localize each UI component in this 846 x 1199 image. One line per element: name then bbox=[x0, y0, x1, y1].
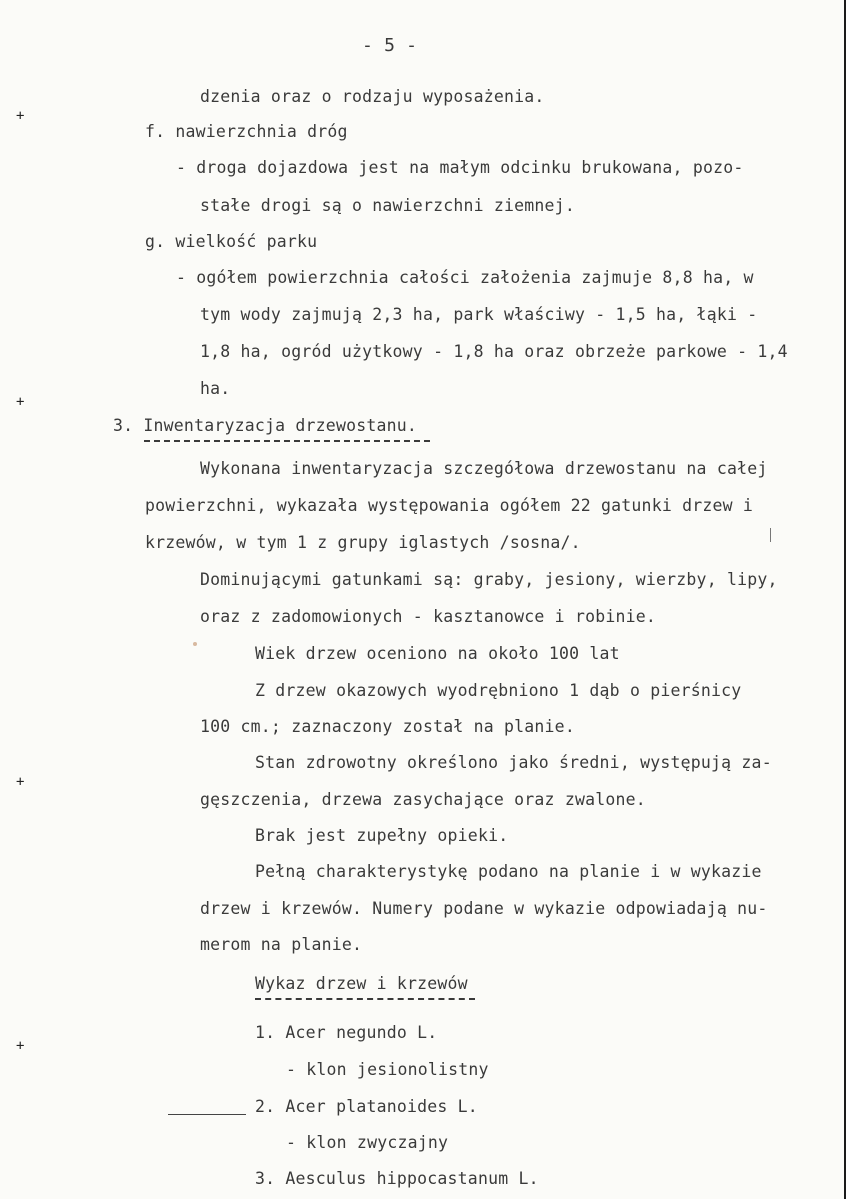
text-line: - droga dojazdowa jest na małym odcinku brukowana, pozo- bbox=[176, 158, 744, 177]
text-line: krzewów, w tym 1 z grupy iglastych /sosna/. bbox=[145, 533, 581, 552]
text-line: merom na planie. bbox=[200, 935, 363, 954]
list-heading-underline bbox=[255, 998, 475, 1000]
list-item: f. nawierzchnia dróg bbox=[145, 122, 348, 141]
text-line: Pełną charakterystykę podano na planie i w wykazie bbox=[255, 862, 762, 881]
section-heading: 3. Inwentaryzacja drzewostanu. bbox=[113, 416, 418, 435]
margin-mark: + bbox=[16, 394, 25, 410]
text-line: 1,8 ha, ogród użytkowy - 1,8 ha oraz obrzeże parkowe - 1,4 bbox=[200, 342, 788, 361]
text-line: gęszczenia, drzewa zasychające oraz zwalone. bbox=[200, 790, 646, 809]
list-item: 2. Acer platanoides L. bbox=[255, 1097, 478, 1116]
text-line: Wiek drzew oceniono na około 100 lat bbox=[255, 644, 620, 663]
paper-speck bbox=[193, 642, 197, 646]
text-line: oraz z zadomowionych - kasztanowce i robinie. bbox=[200, 607, 657, 626]
list-item-common-name: - klon zwyczajny bbox=[286, 1133, 449, 1152]
list-item: 3. Aesculus hippocastanum L. bbox=[255, 1169, 539, 1188]
heading-underline bbox=[144, 440, 430, 442]
text-line: Wykonana inwentaryzacja szczegółowa drzewostanu na całej bbox=[200, 459, 768, 478]
margin-mark: + bbox=[16, 774, 25, 790]
text-line: ha. bbox=[200, 379, 231, 398]
text-line: Stan zdrowotny określono jako średni, występują za- bbox=[255, 753, 772, 772]
margin-mark: + bbox=[16, 108, 25, 124]
margin-mark: + bbox=[16, 1038, 25, 1054]
text-line: Z drzew okazowych wyodrębniono 1 dąb o pierśnicy bbox=[255, 681, 742, 700]
text-line: 100 cm.; zaznaczony został na planie. bbox=[200, 717, 575, 736]
text-line: - ogółem powierzchnia całości założenia zajmuje 8,8 ha, w bbox=[176, 268, 754, 287]
list-item-common-name: - klon jesionolistny bbox=[286, 1060, 489, 1079]
list-heading: Wykaz drzew i krzewów bbox=[255, 974, 468, 993]
text-line: Brak jest zupełny opieki. bbox=[255, 826, 509, 845]
text-line: powierzchni, wykazała występowania ogółem 22 gatunki drzew i bbox=[145, 496, 754, 515]
margin-rule bbox=[168, 1114, 246, 1115]
margin-tick bbox=[770, 528, 771, 542]
page-number: - 5 - bbox=[362, 35, 418, 56]
list-item: g. wielkość parku bbox=[145, 232, 318, 251]
text-line: drzew i krzewów. Numery podane w wykazie odpowiadają nu- bbox=[200, 899, 768, 918]
text-line: dzenia oraz o rodzaju wyposażenia. bbox=[200, 87, 545, 106]
text-line: stałe drogi są o nawierzchni ziemnej. bbox=[200, 196, 575, 215]
list-item: 1. Acer negundo L. bbox=[255, 1023, 438, 1042]
text-line: Dominującymi gatunkami są: graby, jesiony, wierzby, lipy, bbox=[200, 570, 778, 589]
text-line: tym wody zajmują 2,3 ha, park właściwy - 1,5 ha, łąki - bbox=[200, 305, 758, 324]
